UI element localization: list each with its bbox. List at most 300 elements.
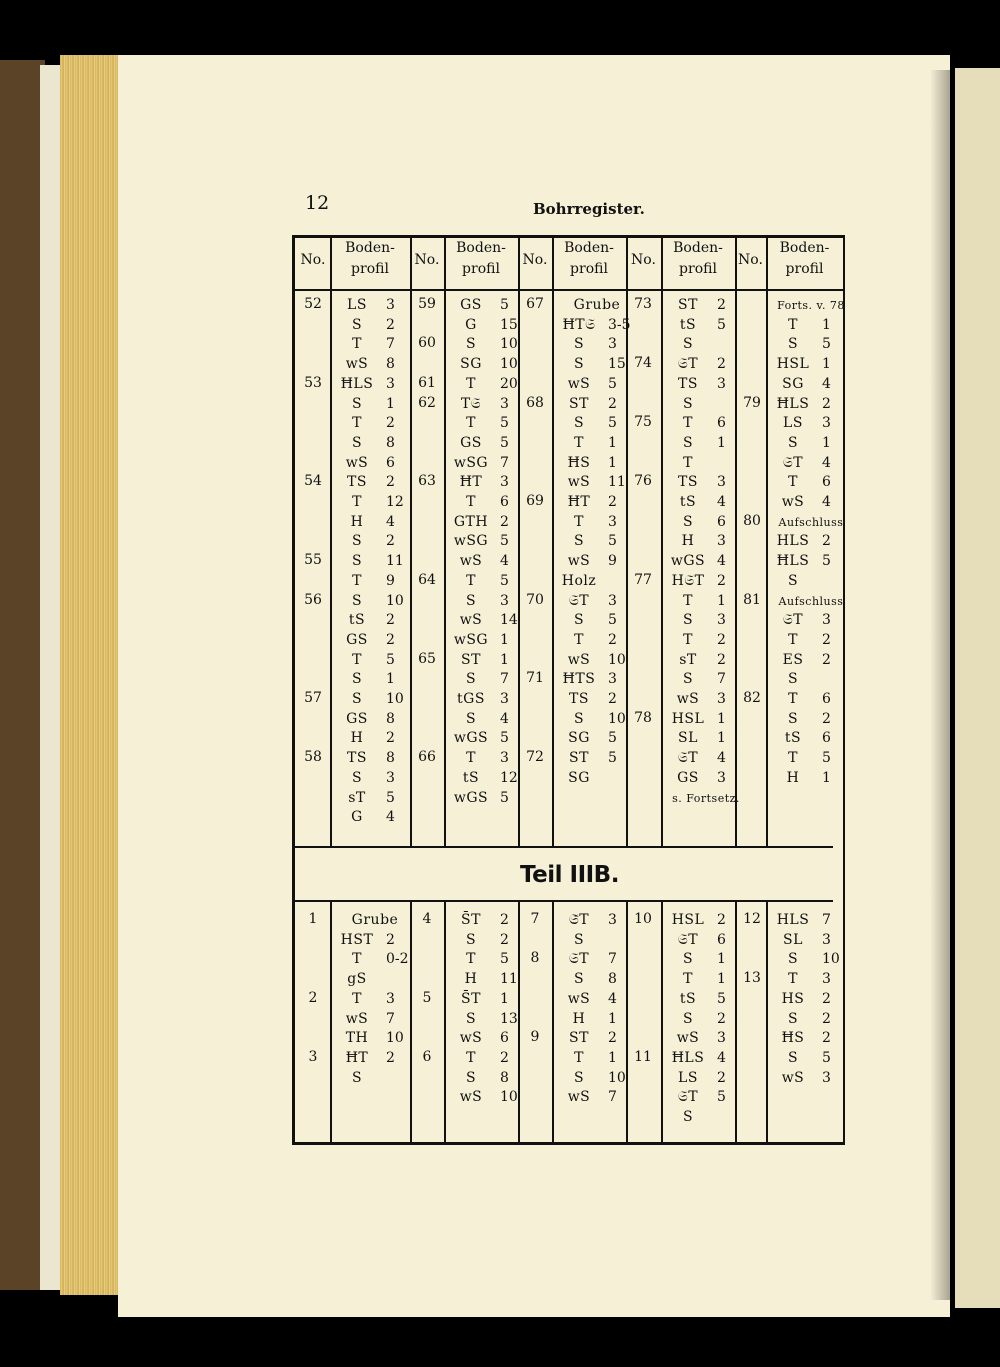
layer-thickness: 5 (822, 1049, 831, 1066)
facing-page-edge (955, 68, 1000, 1308)
soil-code: S (465, 931, 477, 948)
layer-thickness: 2 (717, 572, 726, 589)
part-b-boring-number: 6 (422, 1048, 432, 1065)
layer-thickness: 3 (717, 474, 726, 491)
layer-thickness: 2 (500, 1049, 509, 1066)
part-b-profile-entry (332, 931, 408, 951)
soil-code: wS (459, 553, 483, 570)
part-a-profile-entry (663, 769, 733, 789)
layer-thickness: 6 (717, 415, 726, 432)
soil-code: tS (784, 730, 802, 747)
soil-code: ST (569, 395, 589, 412)
layer-thickness: 11 (608, 474, 626, 491)
soil-code: GS (346, 631, 368, 648)
layer-thickness: 4 (608, 990, 617, 1007)
soil-code: 𝔖T (677, 931, 699, 948)
soil-code: wGS (670, 553, 706, 570)
layer-thickness: 11 (386, 553, 404, 570)
layer-thickness: 3 (717, 769, 726, 786)
part-a-boring-number: 54 (304, 473, 322, 490)
layer-thickness: 2 (386, 415, 395, 432)
part-b-boring-number: 1 (308, 911, 318, 927)
soil-code: T (788, 691, 798, 707)
part-b-profile-entry (554, 1029, 624, 1049)
part-b-profile-entry (768, 1029, 841, 1049)
soil-code: SL (678, 730, 698, 747)
part-a-profile-entry (446, 493, 516, 513)
soil-code: S (787, 951, 799, 968)
part-a-profile-entry (663, 375, 733, 395)
layer-thickness: 5 (500, 572, 509, 589)
header-rule (295, 289, 843, 291)
part-b-profile-entry (663, 1088, 733, 1108)
part-a-profile-entry (663, 710, 733, 730)
layer-thickness: 3 (500, 395, 509, 412)
part-a-profile-entry (768, 473, 841, 493)
layer-thickness: 2 (386, 316, 395, 333)
part-a-profile-entry (332, 651, 408, 671)
part-a-profile-entry (446, 532, 516, 552)
layer-thickness: 3 (608, 513, 617, 530)
layer-thickness: 8 (500, 1069, 509, 1086)
part-b-profile-entry (446, 911, 516, 931)
part-a-profile-entry (446, 631, 516, 651)
part-a-boring-number: 81 (743, 591, 761, 608)
part-a-profile-entry (446, 552, 516, 572)
soil-code: GS (460, 434, 482, 451)
part-a-profile-entry (554, 355, 624, 375)
part-a-profile-entry (663, 611, 733, 631)
layer-thickness: 2 (386, 631, 395, 648)
part-a-profile-entry (663, 355, 733, 375)
header-profile-line1: Boden- (456, 240, 506, 256)
layer-thickness: 1 (386, 671, 395, 688)
soil-code: T (352, 572, 362, 589)
soil-code: wS (781, 494, 805, 510)
part-b-profile-entry (332, 1049, 408, 1069)
layer-thickness: 12 (500, 769, 518, 786)
layer-thickness: 6 (822, 730, 831, 747)
soil-code: wSG (453, 533, 489, 550)
soil-code: ĦLS (776, 395, 810, 412)
part-b-profile-entry (768, 950, 841, 970)
part-a-profile-entry (446, 611, 516, 631)
header-profile-line2: profil (462, 261, 500, 277)
column-header-no: No. (414, 252, 440, 268)
soil-code: wS (567, 990, 591, 1007)
part-a-profile-entry (663, 532, 733, 552)
soil-code: GS (346, 710, 368, 727)
part-b-profile-entry (554, 970, 624, 990)
layer-thickness: 12 (386, 494, 404, 510)
section-b-title: Teil IIIB. (520, 862, 619, 888)
soil-code: T (466, 494, 476, 510)
soil-code: S (351, 691, 363, 707)
layer-thickness: 1 (608, 1049, 617, 1066)
part-a-profile-entry (332, 749, 408, 769)
part-b-boring-number: 7 (530, 911, 540, 927)
part-a-profile-entry (768, 592, 844, 612)
layer-thickness: 10 (500, 336, 518, 353)
part-a-profile-entry (554, 414, 624, 434)
soil-code: GS (677, 769, 699, 786)
part-a-profile-entry (554, 749, 624, 769)
part-a-profile-entry (332, 493, 408, 513)
part-b-profile-entry (663, 1049, 733, 1069)
part-a-profile-entry (663, 414, 733, 434)
soil-code: S (682, 513, 694, 530)
layer-thickness: 5 (717, 316, 726, 333)
soil-code: S̄T (461, 990, 481, 1007)
layer-thickness: 2 (386, 533, 395, 550)
layer-thickness: 4 (717, 494, 726, 510)
part-a-profile-entry (554, 395, 624, 415)
part-a-profile-entry (332, 395, 408, 415)
soil-code: T (788, 316, 798, 333)
part-b-profile-entry (768, 931, 841, 951)
part-a-profile-entry (446, 769, 516, 789)
part-a-profile-entry (554, 552, 624, 572)
part-a-profile-entry (663, 572, 733, 592)
header-profile-line2: profil (785, 261, 824, 277)
layer-thickness: 8 (608, 971, 617, 988)
part-a-profile-entry (768, 690, 841, 710)
layer-thickness: 2 (717, 1069, 726, 1086)
soil-code: S (573, 336, 585, 353)
part-b-profile-entry (554, 1010, 624, 1030)
part-b-boring-number: 2 (308, 989, 318, 1006)
soil-code: wS (345, 454, 369, 471)
part-b-profile-entry (663, 1010, 733, 1030)
soil-code: Aufschluss (778, 594, 844, 608)
soil-code: T (466, 1049, 476, 1066)
part-a-profile-entry (446, 316, 516, 336)
part-b-boring-number: 10 (634, 911, 652, 927)
soil-code: S (787, 1049, 799, 1066)
layer-thickness: 5 (386, 789, 395, 806)
layer-thickness: 6 (822, 474, 831, 491)
part-a-boring-number: 79 (743, 394, 761, 411)
part-a-profile-entry (663, 316, 733, 336)
soil-code: wS (567, 553, 591, 570)
part-a-profile-entry (663, 296, 733, 316)
layer-thickness: 1 (717, 951, 726, 968)
layer-thickness: 2 (500, 931, 509, 948)
part-a-profile-entry (554, 710, 624, 730)
part-a-profile-entry (663, 335, 733, 355)
layer-thickness: 2 (608, 1030, 617, 1047)
layer-thickness: 5 (500, 533, 509, 550)
part-a-profile-entry (768, 395, 841, 415)
layer-thickness: 2 (608, 631, 617, 648)
layer-thickness: 1 (500, 651, 509, 668)
part-a-profile-entry (332, 414, 408, 434)
part-b-profile-entry (332, 911, 408, 931)
soil-code: S (682, 671, 694, 688)
soil-code: sT (348, 789, 366, 806)
part-a-boring-number: 53 (304, 374, 322, 391)
part-a-boring-number: 65 (418, 650, 436, 667)
part-a-profile-entry (446, 729, 516, 749)
soil-code: HS (781, 990, 805, 1007)
soil-code: S (573, 1069, 585, 1086)
part-a-boring-number: 72 (526, 749, 544, 766)
layer-thickness: 10 (386, 691, 404, 707)
soil-code: S (351, 592, 363, 609)
soil-code: tS (679, 494, 697, 510)
part-b-profile-entry (446, 1029, 516, 1049)
layer-thickness: 4 (822, 375, 831, 392)
part-a-profile-entry (663, 729, 733, 749)
soil-code: wS (567, 474, 591, 491)
soil-code: S (351, 1069, 363, 1086)
layer-thickness: 1 (386, 395, 395, 412)
soil-code: HLS (776, 912, 810, 928)
part-a-profile-entry (554, 611, 624, 631)
part-a-profile-entry (768, 375, 841, 395)
layer-thickness: 1 (717, 730, 726, 747)
part-a-boring-number: 61 (418, 374, 436, 391)
soil-code: S (573, 415, 585, 432)
layer-thickness: 7 (386, 1010, 395, 1027)
soil-code: H𝔖T (671, 572, 705, 589)
soil-code: S (465, 671, 477, 688)
part-a-boring-number: 71 (526, 670, 544, 687)
soil-code: ST (678, 297, 698, 313)
soil-code: S (465, 1069, 477, 1086)
part-a-profile-entry (446, 355, 516, 375)
layer-thickness: 3 (500, 474, 509, 491)
part-a-profile-entry (663, 552, 733, 572)
layer-thickness: 3 (386, 375, 395, 392)
part-a-profile-entry (768, 296, 845, 316)
part-a-profile-entry (663, 493, 733, 513)
part-a-profile-entry (768, 749, 841, 769)
soil-code: wSG (453, 454, 489, 471)
layer-thickness: 4 (822, 494, 831, 510)
part-b-profile-entry (663, 1029, 733, 1049)
layer-thickness: 8 (386, 434, 395, 451)
layer-thickness: 10 (386, 592, 404, 609)
part-b-profile-entry (554, 931, 624, 951)
part-b-profile-entry (446, 990, 516, 1010)
part-a-profile-entry (554, 473, 624, 493)
soil-code: S (682, 434, 694, 451)
part-b-profile-entry (554, 1069, 624, 1089)
layer-thickness: 9 (386, 572, 395, 589)
part-a-profile-entry (768, 552, 841, 572)
soil-code: LS (347, 297, 367, 313)
part-b-profile-entry (768, 1010, 841, 1030)
column-header-profile (330, 238, 410, 280)
layer-thickness: 5 (608, 415, 617, 432)
soil-code: ĦT (567, 494, 591, 510)
layer-thickness: 1 (500, 631, 509, 648)
layer-thickness: 2 (608, 691, 617, 707)
column-header-profile (552, 238, 626, 280)
part-b-profile-entry (332, 950, 408, 970)
soil-code: S (573, 533, 585, 550)
layer-thickness: 5 (608, 730, 617, 747)
layer-thickness: 3 (822, 415, 831, 432)
layer-thickness: 2 (717, 297, 726, 313)
part-a-profile-entry (332, 454, 408, 474)
layer-thickness: 5 (717, 990, 726, 1007)
layer-thickness: 3 (717, 1030, 726, 1047)
soil-code: T (466, 750, 476, 767)
soil-code: T (683, 454, 693, 471)
part-a-profile-entry (554, 375, 624, 395)
part-a-profile-entry (768, 434, 841, 454)
layer-thickness: 13 (500, 1010, 518, 1027)
part-a-profile-entry (663, 434, 733, 454)
soil-code: S (682, 612, 694, 629)
layer-thickness: 2 (386, 730, 395, 747)
part-a-profile-entry (332, 710, 408, 730)
soil-code: S (787, 336, 799, 353)
soil-code: T (574, 434, 584, 451)
part-b-profile-entry (332, 970, 408, 990)
soil-code: TS (569, 691, 589, 707)
part-b-profile-entry (446, 1010, 516, 1030)
layer-thickness: 2 (386, 1049, 395, 1066)
part-a-boring-number: 82 (743, 690, 761, 706)
soil-code: S (682, 395, 694, 412)
soil-code: T (352, 336, 362, 353)
layer-thickness: 3 (822, 612, 831, 629)
layer-thickness: 2 (500, 513, 509, 530)
soil-code: S (465, 336, 477, 353)
part-b-profile-entry (554, 950, 624, 970)
part-a-profile-entry (332, 375, 408, 395)
part-a-profile-entry (663, 473, 733, 493)
part-a-profile-entry (332, 808, 408, 828)
layer-thickness: 3 (717, 612, 726, 629)
layer-thickness: 2 (500, 912, 509, 928)
layer-thickness: 4 (386, 513, 395, 530)
part-b-profile-entry (446, 1069, 516, 1089)
layer-thickness: 3 (386, 297, 395, 313)
layer-thickness: 6 (386, 454, 395, 471)
section-rule-top (295, 846, 833, 848)
part-a-boring-number: 77 (634, 571, 652, 588)
part-a-profile-entry (332, 552, 408, 572)
part-b-profile-entry (554, 990, 624, 1010)
soil-code: TS (347, 474, 367, 491)
layer-thickness: 4 (500, 710, 509, 727)
soil-code: Holz (561, 572, 597, 589)
part-b-profile-entry (663, 970, 733, 990)
layer-thickness: 1 (608, 454, 617, 471)
part-a-profile-entry (332, 572, 408, 592)
layer-thickness: 8 (386, 356, 395, 373)
part-a-profile-entry (663, 513, 733, 533)
soil-code: ĦT (459, 474, 483, 491)
layer-thickness: 10 (500, 1089, 518, 1106)
soil-code: S (351, 395, 363, 412)
part-a-profile-entry (446, 296, 516, 316)
part-a-boring-number: 52 (304, 296, 322, 312)
soil-code: wGS (453, 730, 489, 747)
layer-thickness: 7 (717, 671, 726, 688)
part-a-profile-entry (768, 316, 841, 336)
soil-code: S (682, 1010, 694, 1027)
soil-code: T (466, 572, 476, 589)
part-a-profile-entry (554, 493, 624, 513)
soil-code: ST (569, 1030, 589, 1047)
soil-code: T (466, 375, 476, 392)
soil-code: ST (569, 750, 589, 767)
header-profile-line2: profil (679, 261, 717, 277)
soil-code: ST (461, 651, 481, 668)
part-b-profile-entry (554, 911, 624, 931)
part-a-profile-entry (332, 611, 408, 631)
part-a-profile-entry (446, 592, 516, 612)
layer-thickness: 20 (500, 375, 518, 392)
part-b-profile-entry (554, 1049, 624, 1069)
part-a-profile-entry (768, 710, 841, 730)
soil-code: S (351, 316, 363, 333)
layer-thickness: 5 (822, 336, 831, 353)
layer-thickness: 5 (386, 651, 395, 668)
part-a-profile-entry (663, 749, 733, 769)
layer-thickness: 3 (608, 671, 617, 688)
part-b-profile-entry (446, 950, 516, 970)
soil-code: HSL (671, 912, 705, 928)
soil-code: HSL (671, 710, 705, 727)
part-a-profile-entry (446, 454, 516, 474)
layer-thickness: 2 (822, 631, 831, 648)
part-a-profile-entry (663, 631, 733, 651)
part-a-boring-number: 57 (304, 690, 322, 706)
column-header-no: No. (300, 252, 326, 268)
soil-code: T𝔖 (460, 395, 482, 412)
part-a-profile-entry (554, 729, 624, 749)
layer-thickness: 2 (822, 1030, 831, 1047)
layer-thickness: 2 (717, 356, 726, 373)
part-b-boring-number: 9 (530, 1029, 540, 1046)
part-b-profile-entry (768, 911, 841, 931)
part-a-profile-entry (768, 651, 841, 671)
layer-thickness: 4 (717, 553, 726, 570)
layer-thickness: 2 (822, 710, 831, 727)
layer-thickness: 4 (717, 750, 726, 767)
part-a-profile-entry (768, 355, 841, 375)
soil-code: S (351, 434, 363, 451)
soil-code: S (787, 710, 799, 727)
part-a-profile-entry (332, 335, 408, 355)
soil-code: ĦS (567, 454, 591, 471)
soil-code: T (683, 971, 693, 988)
soil-code: H (350, 730, 364, 747)
soil-code: H (681, 533, 695, 550)
part-a-boring-number: 62 (418, 394, 436, 411)
part-a-profile-entry (446, 395, 516, 415)
part-a-profile-entry (446, 414, 516, 434)
part-b-boring-number: 3 (308, 1048, 318, 1065)
layer-thickness: 1 (822, 356, 831, 373)
part-a-profile-entry (663, 789, 740, 809)
soil-code: tS (679, 316, 697, 333)
part-a-profile-entry (768, 513, 844, 533)
part-b-profile-entry (663, 931, 733, 951)
soil-code: ĦT𝔖 (562, 316, 596, 333)
column-header-no: No. (631, 252, 656, 268)
soil-code: SG (460, 356, 482, 373)
soil-code: LS (678, 1069, 698, 1086)
layer-thickness: 4 (500, 553, 509, 570)
part-b-profile-entry (332, 1069, 408, 1089)
